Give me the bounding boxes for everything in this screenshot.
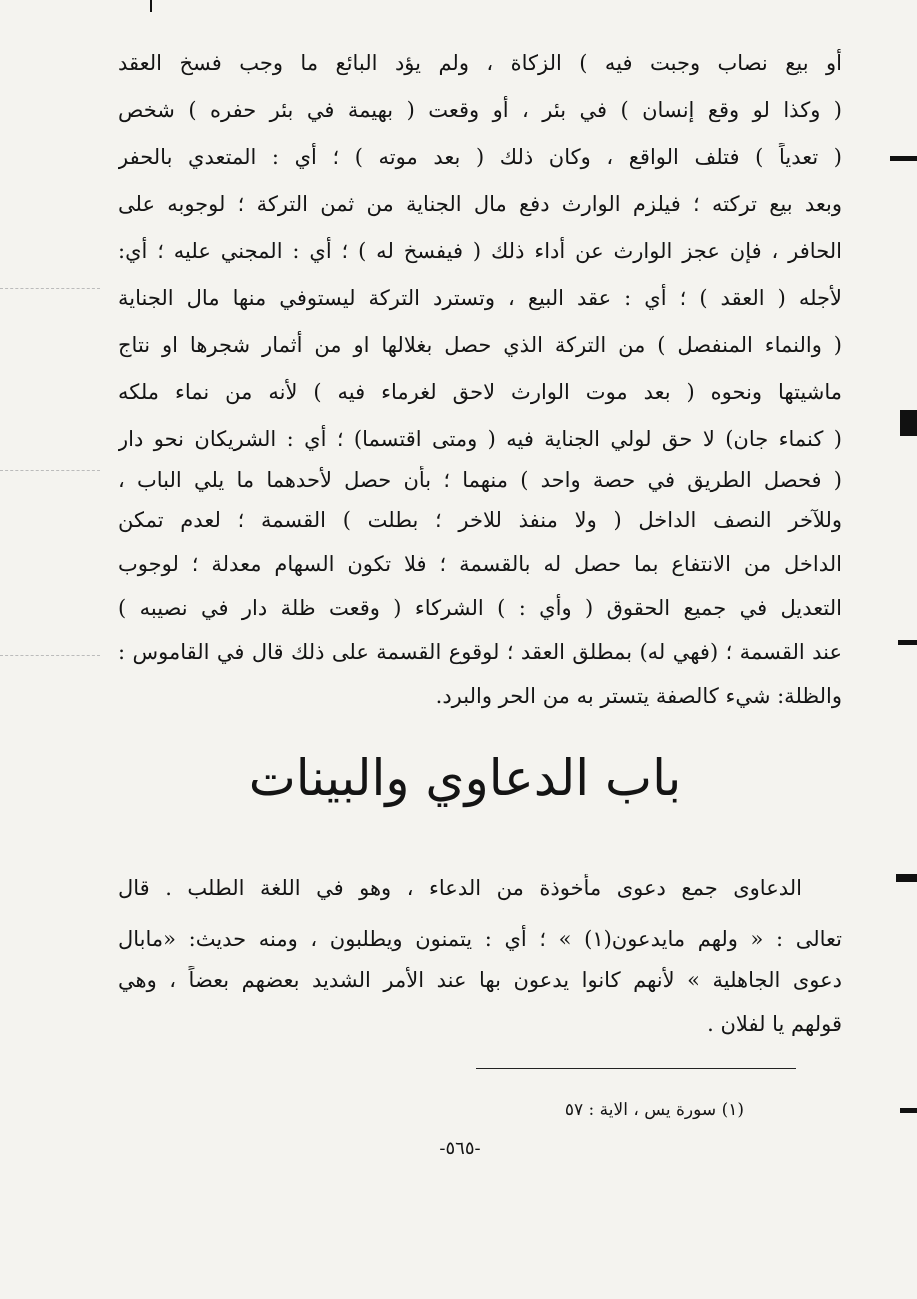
text-line: ( تعدياً ) فتلف الواقع ، وكان ذلك ( بعد موته ) ؛ أي : المتعدي بالحفر	[118, 145, 842, 169]
text-line: تعالى : « ولهم مايدعون(١) » ؛ أي : يتمنون ويطلبون ، ومنه حديث: «مابال	[118, 927, 842, 951]
text-line: ( وكذا لو وقع إنسان ) في بئر ، أو وقعت ( بهيمة في بئر حفره ) شخص	[118, 98, 842, 122]
text-line: الحافر ، فإن عجز الوارث عن أداء ذلك ( فيفسخ له ) ؛ أي : المجني عليه ؛ أي:	[118, 239, 842, 263]
text-line: عند القسمة ؛ (فهي له) بمطلق العقد ؛ لوقوع القسمة على ذلك قال في القاموس :	[118, 640, 842, 664]
scan-artifact	[0, 288, 100, 289]
text-line: وبعد بيع تركته ؛ فيلزم الوارث دفع مال الجناية من ثمن التركة ؛ لوجوبه على	[118, 192, 842, 216]
text-line: قولهم يا لفلان .	[707, 1012, 842, 1036]
text-line: ( كنماء جان) لا حق لولي الجناية فيه ( ومتى اقتسما) ؛ أي : الشريكان نحو دار	[118, 427, 842, 451]
footnote: (١) سورة يس ، الاية : ٥٧	[564, 1100, 744, 1120]
text-line: التعديل في جميع الحقوق ( وأي : ) الشركاء ( وقعت ظلة دار في نصيبه )	[118, 596, 842, 620]
text-line: ماشيتها ونحوه ( بعد موت الوارث لاحق لغرماء فيه ) لأنه من نماء ملكه	[118, 380, 842, 404]
text-line: وللآخر النصف الداخل ( ولا منفذ للاخر ؛ بطلت ) القسمة ؛ لعدم تمكن	[118, 508, 842, 532]
text-line: الداخل من الانتفاع بما حصل له بالقسمة ؛ فلا تكون السهام معدلة ؛ لوجوب	[118, 552, 842, 576]
text-line: لأجله ( العقد ) ؛ أي : عقد البيع ، وتسترد التركة ليستوفي منها مال الجناية	[118, 286, 842, 310]
page-number: -٥٦٥-	[439, 1138, 481, 1159]
text-line: أو بيع نصاب وجبت فيه ) الزكاة ، ولم يؤد البائع ما وجب فسخ العقد	[118, 51, 842, 75]
edge-mark	[896, 874, 917, 882]
scan-artifact	[0, 655, 100, 656]
scan-artifact	[0, 470, 100, 471]
text-line: دعوى الجاهلية » لأنهم كانوا يدعون بها عند الأمر الشديد بعضهم بعضاً ، وهي	[118, 968, 842, 992]
edge-mark	[890, 156, 917, 161]
edge-mark	[900, 1108, 917, 1113]
section-heading: باب الدعاوي والبينات	[248, 749, 682, 807]
text-line: ( فحصل الطريق في حصة واحد ) منهما ؛ بأن حصل لأحدهما ما يلي الباب ،	[118, 468, 842, 492]
text-line: والظلة: شيء كالصفة يتستر به من الحر والبرد.	[435, 684, 842, 708]
edge-mark	[898, 640, 917, 645]
text-line: الدعاوى جمع دعوى مأخوذة من الدعاء ، وهو في اللغة الطلب . قال	[118, 876, 802, 900]
text-line: ( والنماء المنفصل ) من التركة الذي حصل بغلالها او من أثمار شجرها او نتاج	[118, 333, 842, 357]
edge-mark	[900, 410, 917, 436]
footnote-rule	[476, 1068, 796, 1069]
edge-mark	[150, 0, 152, 12]
